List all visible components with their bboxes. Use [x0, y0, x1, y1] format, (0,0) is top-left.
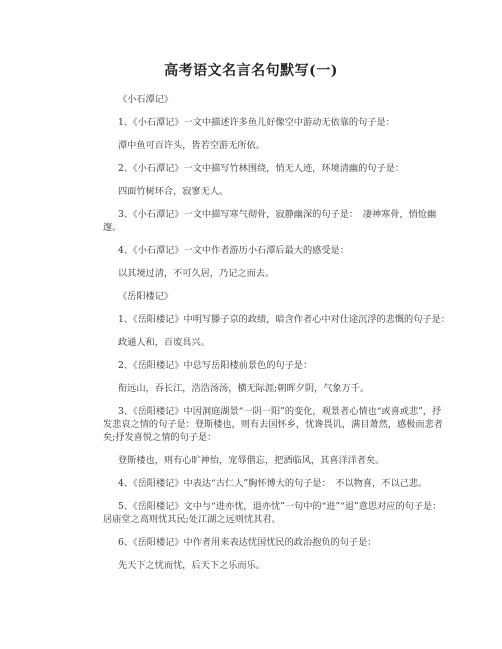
answer-text: 先天下之忧而忧，后天下之乐而乐。 — [118, 560, 265, 571]
answer-text: 登斯楼也，则有心旷神怡，宠辱偕忘，把酒临风，其喜洋洋者矣。 — [118, 455, 385, 466]
question-text: 4、《小石潭记》一文中作者游历小石潭后最大的感受是： — [118, 245, 349, 256]
question-text: 6、《岳阳楼记》中作者用来表达忧国忧民的政治抱负的句子是： — [118, 537, 377, 548]
question-text: 2、《岳阳楼记》中总写岳阳楼前景色的句子是： — [118, 360, 313, 371]
answer-text: 潭中鱼可百许头，皆若空游无所依。 — [118, 140, 265, 151]
question-text: 1、《小石潭记》一文中描述许多鱼儿好像空中游动无依靠的句子是： — [118, 117, 395, 128]
section-heading: 《岳阳楼记》 — [118, 291, 174, 302]
answer-text: 衔远山，吞长江，浩浩汤汤，横无际涯;朝晖夕阴，气象万千。 — [118, 383, 370, 394]
question-text: 5、《岳阳楼记》文中与“进亦忧，退亦忧”一句中的“进”“退”意思对应的句子是： 居庙堂之高则忧其民;处江湖之远则忧其君。 — [103, 501, 447, 525]
page-title: 高考语文名言名句默写(一) — [164, 63, 338, 79]
question-text: 4、《岳阳楼记》中表达“古仁人”胸怀博大的句子是： 不以物喜，不以己悲。 — [118, 478, 428, 489]
question-text: 1、《岳阳楼记》中明写滕子京的政绩，暗含作者心中对仕途沉浮的悲慨的句子是： — [118, 314, 450, 325]
question-text: 3、《岳阳楼记》中因洞庭湖景“一阴一阳”的变化，观景者心情也“或喜或悲”，抒发悲哀之情的句子是：登斯楼也，则有去国怀乡，忧谗畏讥，满目萧然，感极而悲者矣;抒发喜悦之情的句子是： — [103, 406, 443, 443]
answer-text: 四面竹树环合，寂寥无人。 — [118, 186, 229, 197]
document-body — [103, 93, 450, 582]
answer-text: 政通人和，百废具兴。 — [118, 337, 210, 348]
question-text: 3、《小石潭记》一文中描写寒气彻骨，寂静幽深的句子是： 凄神寒骨，悄怆幽邃。 — [103, 209, 437, 233]
question-text: 2、《小石潭记》一文中描写竹林围绕，悄无人迹，环境清幽的句子是： — [118, 163, 405, 174]
section-heading: 《小石潭记》 — [118, 94, 174, 105]
answer-text: 以其境过清，不可久居，乃记之而去。 — [118, 268, 275, 279]
